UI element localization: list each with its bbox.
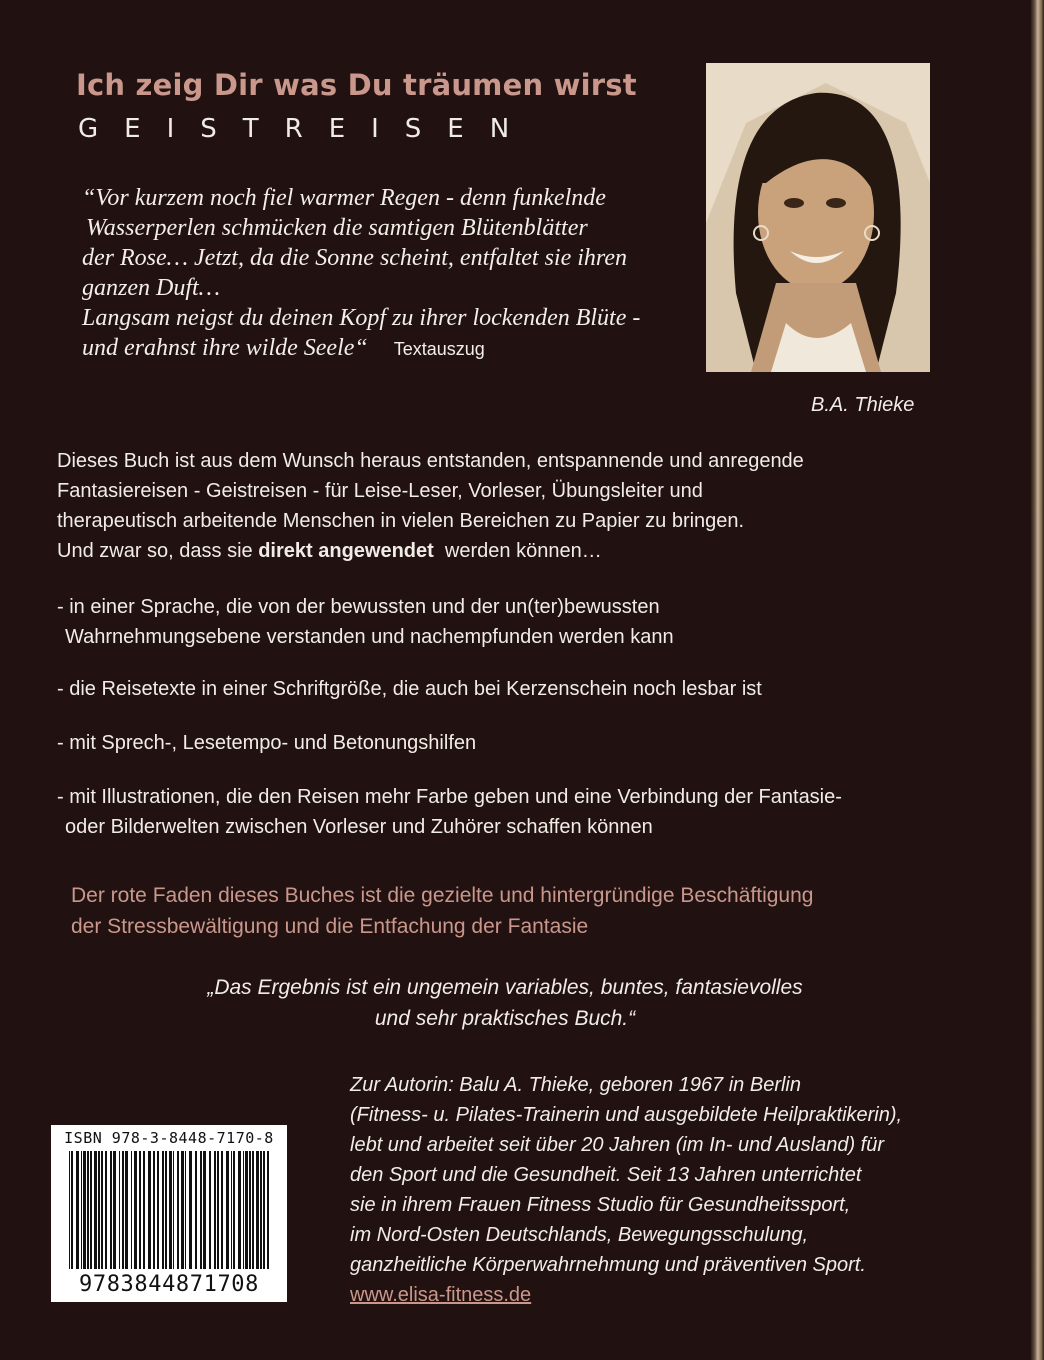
barcode-bar (90, 1151, 92, 1269)
author-line: im Nord-Osten Deutschlands, Bewegungsschulung, (350, 1224, 809, 1246)
author-line: Zur Autorin: Balu A. Thieke, geboren 1967 in Berlin (350, 1074, 801, 1096)
barcode-bar (214, 1151, 216, 1269)
barcode-bar (98, 1151, 100, 1269)
barcode-bar (260, 1151, 262, 1269)
author-photo (706, 63, 930, 372)
list-item-line: oder Bilderwelten zwischen Vorleser und Zuhörer schaffen können (65, 816, 653, 838)
barcode-bar (119, 1151, 120, 1269)
barcode-bar (243, 1151, 244, 1269)
barcode-bar (87, 1151, 89, 1269)
barcode-bar (209, 1151, 211, 1269)
quote-line-last (82, 333, 702, 364)
intro-line: therapeutisch arbeitende Menschen in vielen Bereichen zu Papier zu bringen. (57, 510, 745, 532)
barcode-bar (173, 1151, 174, 1269)
barcode-bar (189, 1151, 192, 1269)
barcode-bar (148, 1151, 151, 1269)
quote-line: “Vor kurzem noch fiel warmer Regen - denn funkelnde (82, 185, 606, 211)
red-thread-text (71, 880, 951, 942)
book-title: Ich zeig Dir was Du träumen wirst (76, 68, 637, 102)
barcode-bar (165, 1151, 167, 1269)
barcode-bar (233, 1151, 235, 1269)
barcode-bar (169, 1151, 172, 1269)
quote-line: Langsam neigst du deinen Kopf zu ihrer lockenden Blüte - (82, 305, 641, 331)
barcode-bar (162, 1151, 164, 1269)
barcode-bar (252, 1151, 254, 1269)
result-quote (160, 972, 850, 1034)
barcode-bar (221, 1151, 223, 1269)
barcode-bar (105, 1151, 107, 1269)
barcode-bar (153, 1151, 155, 1269)
intro-emphasis: direkt angewendet (258, 540, 434, 562)
barcode-bar (76, 1151, 79, 1269)
barcode-bar (83, 1151, 86, 1269)
barcode-bar (131, 1151, 132, 1269)
intro-prefix: Und zwar so, dass sie (57, 540, 259, 562)
barcode-bar (231, 1151, 232, 1269)
intro-line: Dieses Buch ist aus dem Wunsch heraus entstanden, entspannende und anregende (57, 450, 804, 472)
list-item-line: - mit Sprech-, Lesetempo- und Betonungshilfen (57, 732, 477, 754)
quote-line: der Rose… Jetzt, da die Sonne scheint, entfaltet sie ihren (82, 245, 627, 271)
author-line: ganzheitliche Körperwahrnehmung und präventiven Sport. (350, 1254, 866, 1276)
intro-line: Fantasiereisen - Geistreisen - für Leise-Leser, Vorleser, Übungsleiter und (57, 480, 703, 502)
barcode-bar (125, 1151, 128, 1269)
list-item-line: - mit Illustrationen, die den Reisen mehr Farbe geben und eine Verbindung der Fantasie- (57, 786, 842, 808)
list-item-line: - die Reisetexte in einer Schriftgröße, die auch bei Kerzenschein noch lesbar ist (57, 678, 762, 700)
barcode-bar (267, 1151, 269, 1269)
barcode-bar (71, 1151, 73, 1269)
barcode-bar (200, 1151, 202, 1269)
photo-caption: B.A. Thieke (811, 394, 915, 416)
barcode-bar (122, 1151, 124, 1269)
barcode-bar (217, 1151, 219, 1269)
quote-line: ganzen Duft… (82, 275, 220, 301)
isbn-barcode (51, 1125, 287, 1302)
barcode-bar (238, 1151, 241, 1269)
result-line: „Das Ergebnis ist ein ungemein variables, buntes, fantasievolles (207, 976, 803, 999)
barcode-bar (69, 1151, 70, 1269)
isbn-label: ISBN 978-3-8448-7170-8 (64, 1129, 274, 1147)
excerpt-quote (82, 183, 702, 364)
barcode-bar (263, 1151, 265, 1269)
intro-suffix: werden können… (433, 540, 602, 562)
barcode-digits: 9783844871708 (79, 1272, 259, 1297)
quote-line: Wasserperlen schmücken die samtigen Blütenblätter (86, 215, 588, 241)
barcode-bar (113, 1151, 116, 1269)
barcode-bar (185, 1151, 186, 1269)
red-thread-line: der Stressbewältigung und die Entfachung der Fantasie (71, 915, 589, 938)
book-subtitle: GEISTREISEN (78, 114, 536, 144)
author-line: lebt und arbeitet seit über 20 Jahren (im In- und Ausland) für (350, 1134, 885, 1156)
list-item-line: - in einer Sprache, die von der bewussten und der un(ter)bewussten (57, 596, 660, 618)
red-thread-line: Der rote Faden dieses Buches ist die gezielte und hintergründige Beschäftigung (71, 884, 814, 907)
list-item (57, 674, 762, 704)
author-line: sie in ihrem Frauen Fitness Studio für Gesundheitssport, (350, 1194, 851, 1216)
intro-line-last (57, 536, 937, 566)
barcode-bar (226, 1151, 229, 1269)
list-item (57, 728, 476, 758)
barcode-bar (110, 1151, 112, 1269)
intro-paragraph (57, 446, 937, 566)
author-line: den Sport und die Gesundheit. Seit 13 Jahren unterrichtet (350, 1164, 862, 1186)
barcode-bar (139, 1151, 141, 1269)
list-item (57, 782, 842, 842)
barcode-bar (143, 1151, 145, 1269)
barcode-bar (101, 1151, 103, 1269)
barcode-bar (134, 1151, 137, 1269)
excerpt-tag: Textauszug (393, 339, 485, 359)
barcode-bar (195, 1151, 197, 1269)
barcode-bar (181, 1151, 184, 1269)
barcode-bar (256, 1151, 259, 1269)
book-spine-edge (1030, 0, 1044, 1360)
list-item (57, 592, 674, 652)
barcode-bar (157, 1151, 159, 1269)
quote-line: und erahnst ihre wilde Seele“ (82, 335, 368, 361)
barcode-bar (81, 1151, 82, 1269)
portrait-illustration (706, 63, 930, 372)
barcode-bar (177, 1151, 179, 1269)
author-website-link[interactable]: www.elisa-fitness.de (350, 1284, 532, 1306)
author-bio (350, 1070, 990, 1310)
barcode-bar (94, 1151, 97, 1269)
result-line: und sehr praktisches Buch.“ (374, 1007, 636, 1030)
author-line: (Fitness- u. Pilates-Trainerin und ausgebildete Heilpraktikerin), (350, 1104, 903, 1126)
list-item-line: Wahrnehmungsebene verstanden und nachempfunden werden kann (65, 626, 674, 648)
barcode-bar (203, 1151, 206, 1269)
barcode-bar (249, 1151, 251, 1269)
barcode-bar (245, 1151, 248, 1269)
